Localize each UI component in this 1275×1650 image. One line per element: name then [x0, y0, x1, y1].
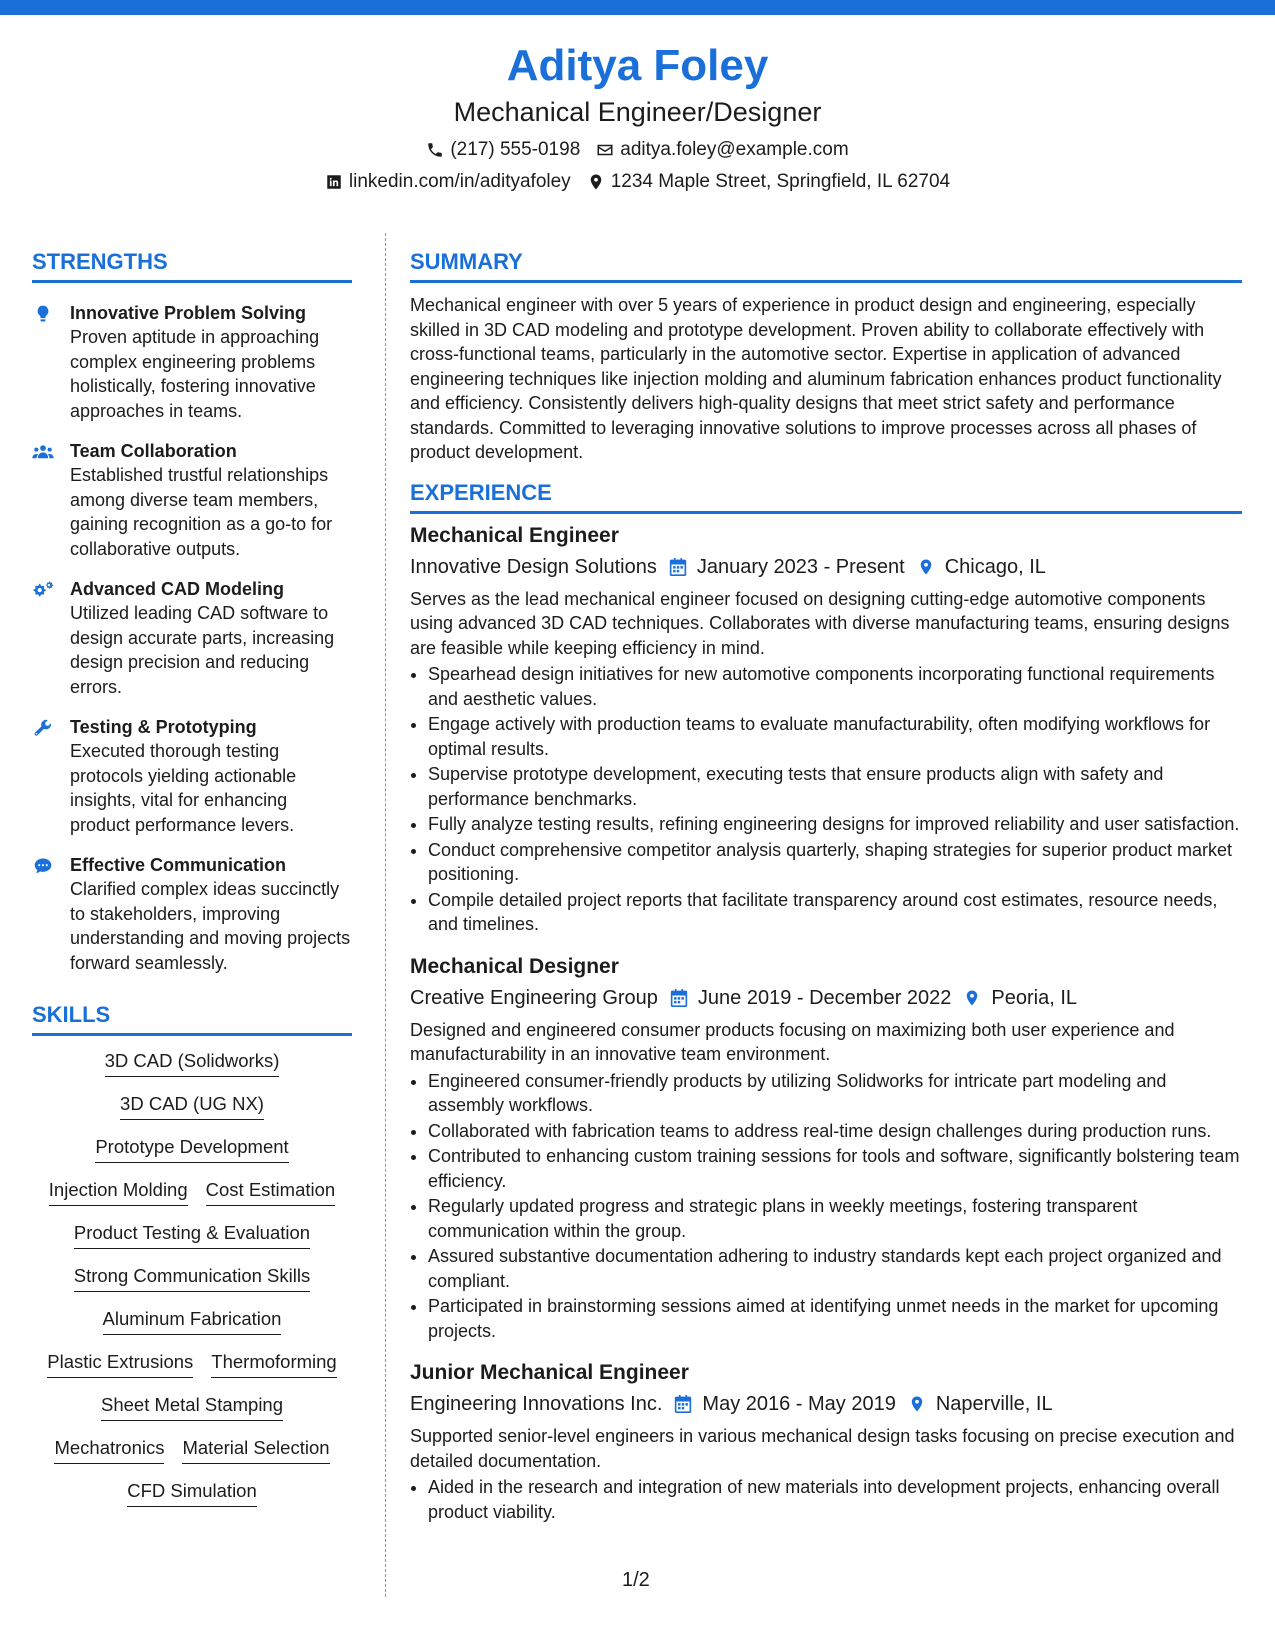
- top-accent-bar: [0, 0, 1275, 15]
- job-title: Mechanical Engineer: [410, 523, 619, 547]
- job-bullets: [410, 1475, 1242, 1524]
- job-title: Junior Mechanical Engineer: [410, 1361, 689, 1384]
- job-company: Innovative Design Solutions: [410, 555, 657, 578]
- job-dates: June 2019 - December 2022: [697, 986, 952, 1009]
- job-title: Mechanical Designer: [410, 954, 619, 978]
- calendar-icon: [670, 988, 688, 1008]
- skill-row: [32, 1220, 352, 1249]
- job-location: Naperville, IL: [935, 1393, 1053, 1415]
- phone-icon: [426, 141, 444, 159]
- candidate-name: Aditya Foley: [506, 41, 769, 90]
- column-divider: [385, 233, 386, 1597]
- email-text: aditya.foley@example.com: [620, 139, 849, 160]
- contact-row-2: [0, 170, 1275, 194]
- skill-tag: CFD Simulation: [127, 1478, 257, 1507]
- job-dates: January 2023 - Present: [696, 555, 905, 578]
- skill-row: [32, 1349, 352, 1378]
- map-pin-icon: [917, 557, 935, 577]
- job-location: Chicago, IL: [944, 555, 1046, 578]
- contact-phone: [426, 138, 580, 162]
- job-bullet: • Engineered consumer-friendly products by utilizing Solidworks for intricate part modeling and assembly workflows.: [428, 1069, 1242, 1118]
- right-column: [410, 248, 1242, 1524]
- skill-tag: Cost Estimation: [206, 1177, 336, 1206]
- lightbulb-icon: [32, 304, 54, 324]
- job-bullet: • Regularly updated progress and strategic plans in weekly meetings, fostering transparent communication within the group.: [428, 1194, 1242, 1243]
- strength-item: [32, 715, 352, 837]
- strength-desc: Established trustful relationships among diverse team members, gaining recognition as a go-to for collaborative outputs.: [70, 465, 333, 559]
- job-bullet: • Collaborated with fabrication teams to address real-time design challenges during production runs.: [428, 1119, 1242, 1144]
- left-column: [32, 248, 352, 1507]
- map-pin-icon: [908, 1394, 926, 1414]
- skill-row: [32, 1134, 352, 1163]
- strength-title: Team Collaboration: [70, 441, 237, 461]
- experience-heading: EXPERIENCE: [410, 479, 1242, 514]
- job-bullet: • Participated in brainstorming sessions aimed at identifying unmet needs in the market for upcoming projects.: [428, 1294, 1242, 1343]
- skill-tag: Material Selection: [182, 1435, 329, 1464]
- strength-item: [32, 577, 352, 699]
- calendar-icon: [674, 1394, 692, 1414]
- job-description: Supported senior-level engineers in various mechanical design tasks focusing on precise execution and detailed documentation.: [410, 1426, 1235, 1471]
- skill-tag: Mechatronics: [54, 1435, 164, 1464]
- job-entry: [410, 1359, 1242, 1524]
- skill-tag: Product Testing & Evaluation: [74, 1220, 310, 1249]
- skill-tag: Plastic Extrusions: [47, 1349, 193, 1378]
- job-description: Serves as the lead mechanical engineer focused on designing cutting-edge automotive components using advanced 3D CAD techniques. Collaborates with diverse manufacturing teams, ensuring designs are feasible while keeping efficiency in mind.: [410, 588, 1230, 658]
- skill-tag: Thermoforming: [211, 1349, 336, 1378]
- strength-item: [32, 301, 352, 423]
- skill-row: [32, 1263, 352, 1292]
- wrench-icon: [32, 718, 54, 738]
- skill-row: [32, 1177, 352, 1206]
- skill-row: [32, 1478, 352, 1507]
- skills-list: [32, 1048, 352, 1507]
- job-entry: [410, 522, 1242, 937]
- skill-tag: Strong Communication Skills: [74, 1263, 310, 1292]
- job-bullet: • Conduct comprehensive competitor analysis quarterly, shaping strategies for superior product market positioning.: [428, 838, 1242, 887]
- job-bullet: • Fully analyze testing results, refining engineering designs for improved reliability and user satisfaction.: [428, 812, 1242, 837]
- summary-text: Mechanical engineer with over 5 years of experience in product design and engineering, especially skilled in 3D CAD modeling and prototype development. Proven ability to collaborate effectively with cross-functional teams, particularly in the automotive sector. Expertise in application of advanced engineering techniques like injection molding and aluminum fabrication enhances product functionality and efficiency. Consistently delivers high-quality designs that meet strict safety and performance standards. Committed to leveraging innovative solutions to improve processes across all phases of product development.: [410, 295, 1222, 462]
- job-bullet: • Contributed to enhancing custom training sessions for tools and software, significantly bolstering team efficiency.: [428, 1144, 1242, 1193]
- chat-icon: [32, 856, 54, 876]
- job-dates: May 2016 - May 2019: [702, 1393, 896, 1415]
- job-entry: [410, 953, 1242, 1344]
- map-pin-icon: [963, 988, 981, 1008]
- strength-desc: Proven aptitude in approaching complex engineering problems holistically, fostering innovative approaches in teams.: [70, 327, 320, 421]
- envelope-icon: [596, 141, 614, 159]
- summary-heading: SUMMARY: [410, 248, 1242, 283]
- phone-text: (217) 555-0198: [450, 139, 581, 160]
- skill-tag: Prototype Development: [95, 1134, 288, 1163]
- contact-row-1: [0, 138, 1275, 162]
- job-bullet: • Compile detailed project reports that facilitate transparency around cost estimates, resource needs, and timelines.: [428, 888, 1242, 937]
- contact-address: [587, 170, 950, 194]
- linkedin-text: linkedin.com/in/adityafoley: [348, 171, 571, 192]
- strength-title: Effective Communication: [70, 855, 287, 875]
- job-bullet: • Supervise prototype development, executing tests that ensure products align with safety and performance benchmarks.: [428, 762, 1242, 811]
- job-company: Engineering Innovations Inc.: [410, 1393, 663, 1415]
- gears-icon: [32, 580, 54, 600]
- skill-tag: Sheet Metal Stamping: [101, 1392, 283, 1421]
- skill-tag: Injection Molding: [49, 1177, 188, 1206]
- job-meta: [410, 984, 1242, 1012]
- job-bullet: • Spearhead design initiatives for new automotive components incorporating functional requirements and aesthetic values.: [428, 662, 1242, 711]
- skill-row: [32, 1306, 352, 1335]
- linkedin-icon: [325, 173, 343, 191]
- map-pin-icon: [587, 173, 605, 191]
- strengths-heading: STRENGTHS: [32, 248, 352, 283]
- skill-row: [32, 1048, 352, 1077]
- job-meta: [410, 1390, 1242, 1418]
- strength-desc: Clarified complex ideas succinctly to stakeholders, improving understanding and moving projects forward seamlessly.: [70, 879, 351, 973]
- job-company: Creative Engineering Group: [410, 986, 658, 1009]
- resume-header: [0, 40, 1275, 194]
- strength-title: Testing & Prototyping: [70, 717, 257, 737]
- calendar-icon: [669, 557, 687, 577]
- page-number: 1/2: [622, 1569, 650, 1591]
- strength-title: Advanced CAD Modeling: [70, 579, 285, 599]
- users-icon: [32, 442, 54, 462]
- job-bullet: • Aided in the research and integration of new materials into development projects, enhancing overall product viability.: [428, 1475, 1242, 1524]
- skill-row: [32, 1392, 352, 1421]
- strength-item: [32, 439, 352, 561]
- job-bullet: • Assured substantive documentation adhering to industry standards kept each project organized and compliant.: [428, 1244, 1242, 1293]
- skill-row: [32, 1435, 352, 1464]
- strength-desc: Utilized leading CAD software to design accurate parts, increasing design precision and reducing errors.: [70, 603, 335, 697]
- strength-item: [32, 853, 352, 975]
- address-text: 1234 Maple Street, Springfield, IL 62704: [610, 171, 951, 192]
- skill-tag: Aluminum Fabrication: [103, 1306, 282, 1335]
- job-bullet: • Engage actively with production teams to evaluate manufacturability, often modifying workflows for optimal results.: [428, 712, 1242, 761]
- candidate-title: Mechanical Engineer/Designer: [453, 97, 822, 127]
- job-location: Peoria, IL: [991, 986, 1078, 1009]
- contact-email[interactable]: [596, 138, 848, 162]
- strength-title: Innovative Problem Solving: [70, 303, 307, 323]
- job-bullets: [410, 1069, 1242, 1344]
- job-description: Designed and engineered consumer products focusing on maximizing both user experience and manufacturability in an innovative team environment.: [410, 1019, 1175, 1064]
- job-bullets: [410, 662, 1242, 937]
- skill-tag: 3D CAD (Solidworks): [105, 1048, 280, 1077]
- skill-row: [32, 1091, 352, 1120]
- strength-desc: Executed thorough testing protocols yielding actionable insights, vital for enhancing product performance levers.: [70, 741, 297, 835]
- skill-tag: 3D CAD (UG NX): [120, 1091, 264, 1120]
- skills-heading: SKILLS: [32, 1001, 352, 1036]
- job-meta: [410, 553, 1242, 581]
- contact-linkedin[interactable]: [325, 170, 571, 194]
